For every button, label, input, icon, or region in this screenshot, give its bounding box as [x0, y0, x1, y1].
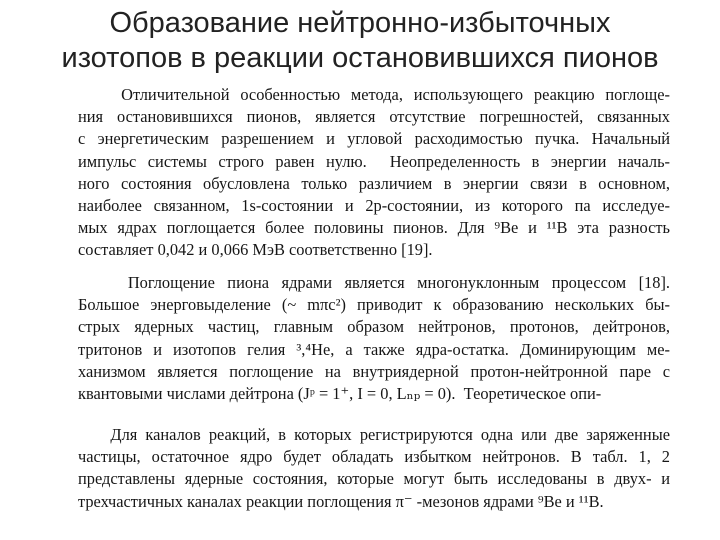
- paragraph-line: Большое энерговыделение (~ mπc²) приводит к образованию нескольких бы-: [78, 295, 670, 315]
- title-line-1: Образование нейтронно-избыточных: [109, 7, 611, 39]
- slide-title: [0, 6, 720, 76]
- paragraph-line: тритонов и изотопов гелия ³,⁴He, а также ядра-остатка. Доминирующим ме-: [78, 339, 670, 359]
- paragraph-line: с энергетическим разрешением и угловой расходимостью пучка. Начальный: [78, 129, 670, 149]
- paragraph-3: [78, 424, 670, 513]
- paragraph-line: ния остановившихся пионов, является отсутствие погрешностей, связанных: [78, 107, 670, 127]
- paragraph-line: Для каналов реакций, в которых регистрируются одна или две заряженные: [78, 425, 670, 444]
- paragraph-line: Поглощение пиона ядрами является многонуклонным процессом [18].: [78, 273, 670, 292]
- title-line-2: изотопов в реакции остановившихся пионов: [61, 42, 659, 74]
- paragraph-line: представлены ядерные состояния, которые могут быть исследованы в двух- и: [78, 469, 670, 489]
- paragraph-line: квантовыми числами дейтрона (Jᵖ = 1⁺, I = 0, Lₙₚ = 0). Теоретическое опи-: [78, 384, 602, 404]
- paragraph-line: стрых ядерных частиц, главным образом нейтронов, протонов, дейтронов,: [78, 317, 670, 337]
- paragraph-line: составляет 0,042 и 0,066 МэВ соответственно [19].: [78, 240, 433, 260]
- paragraph-line: мых ядрах поглощается более половины пионов. Для ⁹Be и ¹¹B эта разность: [78, 218, 670, 238]
- paragraph-line: ханизмом является поглощение на внутриядерной протон-нейтронной паре с: [78, 361, 670, 381]
- paragraph-2: [78, 272, 670, 405]
- paragraph-line: ного состояния обусловлена только различием в энергии связи в основном,: [78, 173, 670, 193]
- paragraph-line: трехчастичных каналах реакции поглощения π⁻ -мезонов ядрами ⁹Be и ¹¹B.: [78, 491, 604, 511]
- paragraph-line: частицы, остаточное ядро будет обладать избытком нейтронов. В табл. 1, 2: [78, 447, 670, 467]
- paragraph-line: Отличительной особенностью метода, использующего реакцию поглоще-: [78, 85, 670, 104]
- paragraph-line: наиболее связанном, 1s-состоянии и 2p-состоянии, из которого па исследуе-: [78, 196, 670, 216]
- paragraph-line: импульс системы строго равен нулю. Неопределенность в энергии началь-: [78, 151, 670, 171]
- paragraph-1: [78, 84, 670, 262]
